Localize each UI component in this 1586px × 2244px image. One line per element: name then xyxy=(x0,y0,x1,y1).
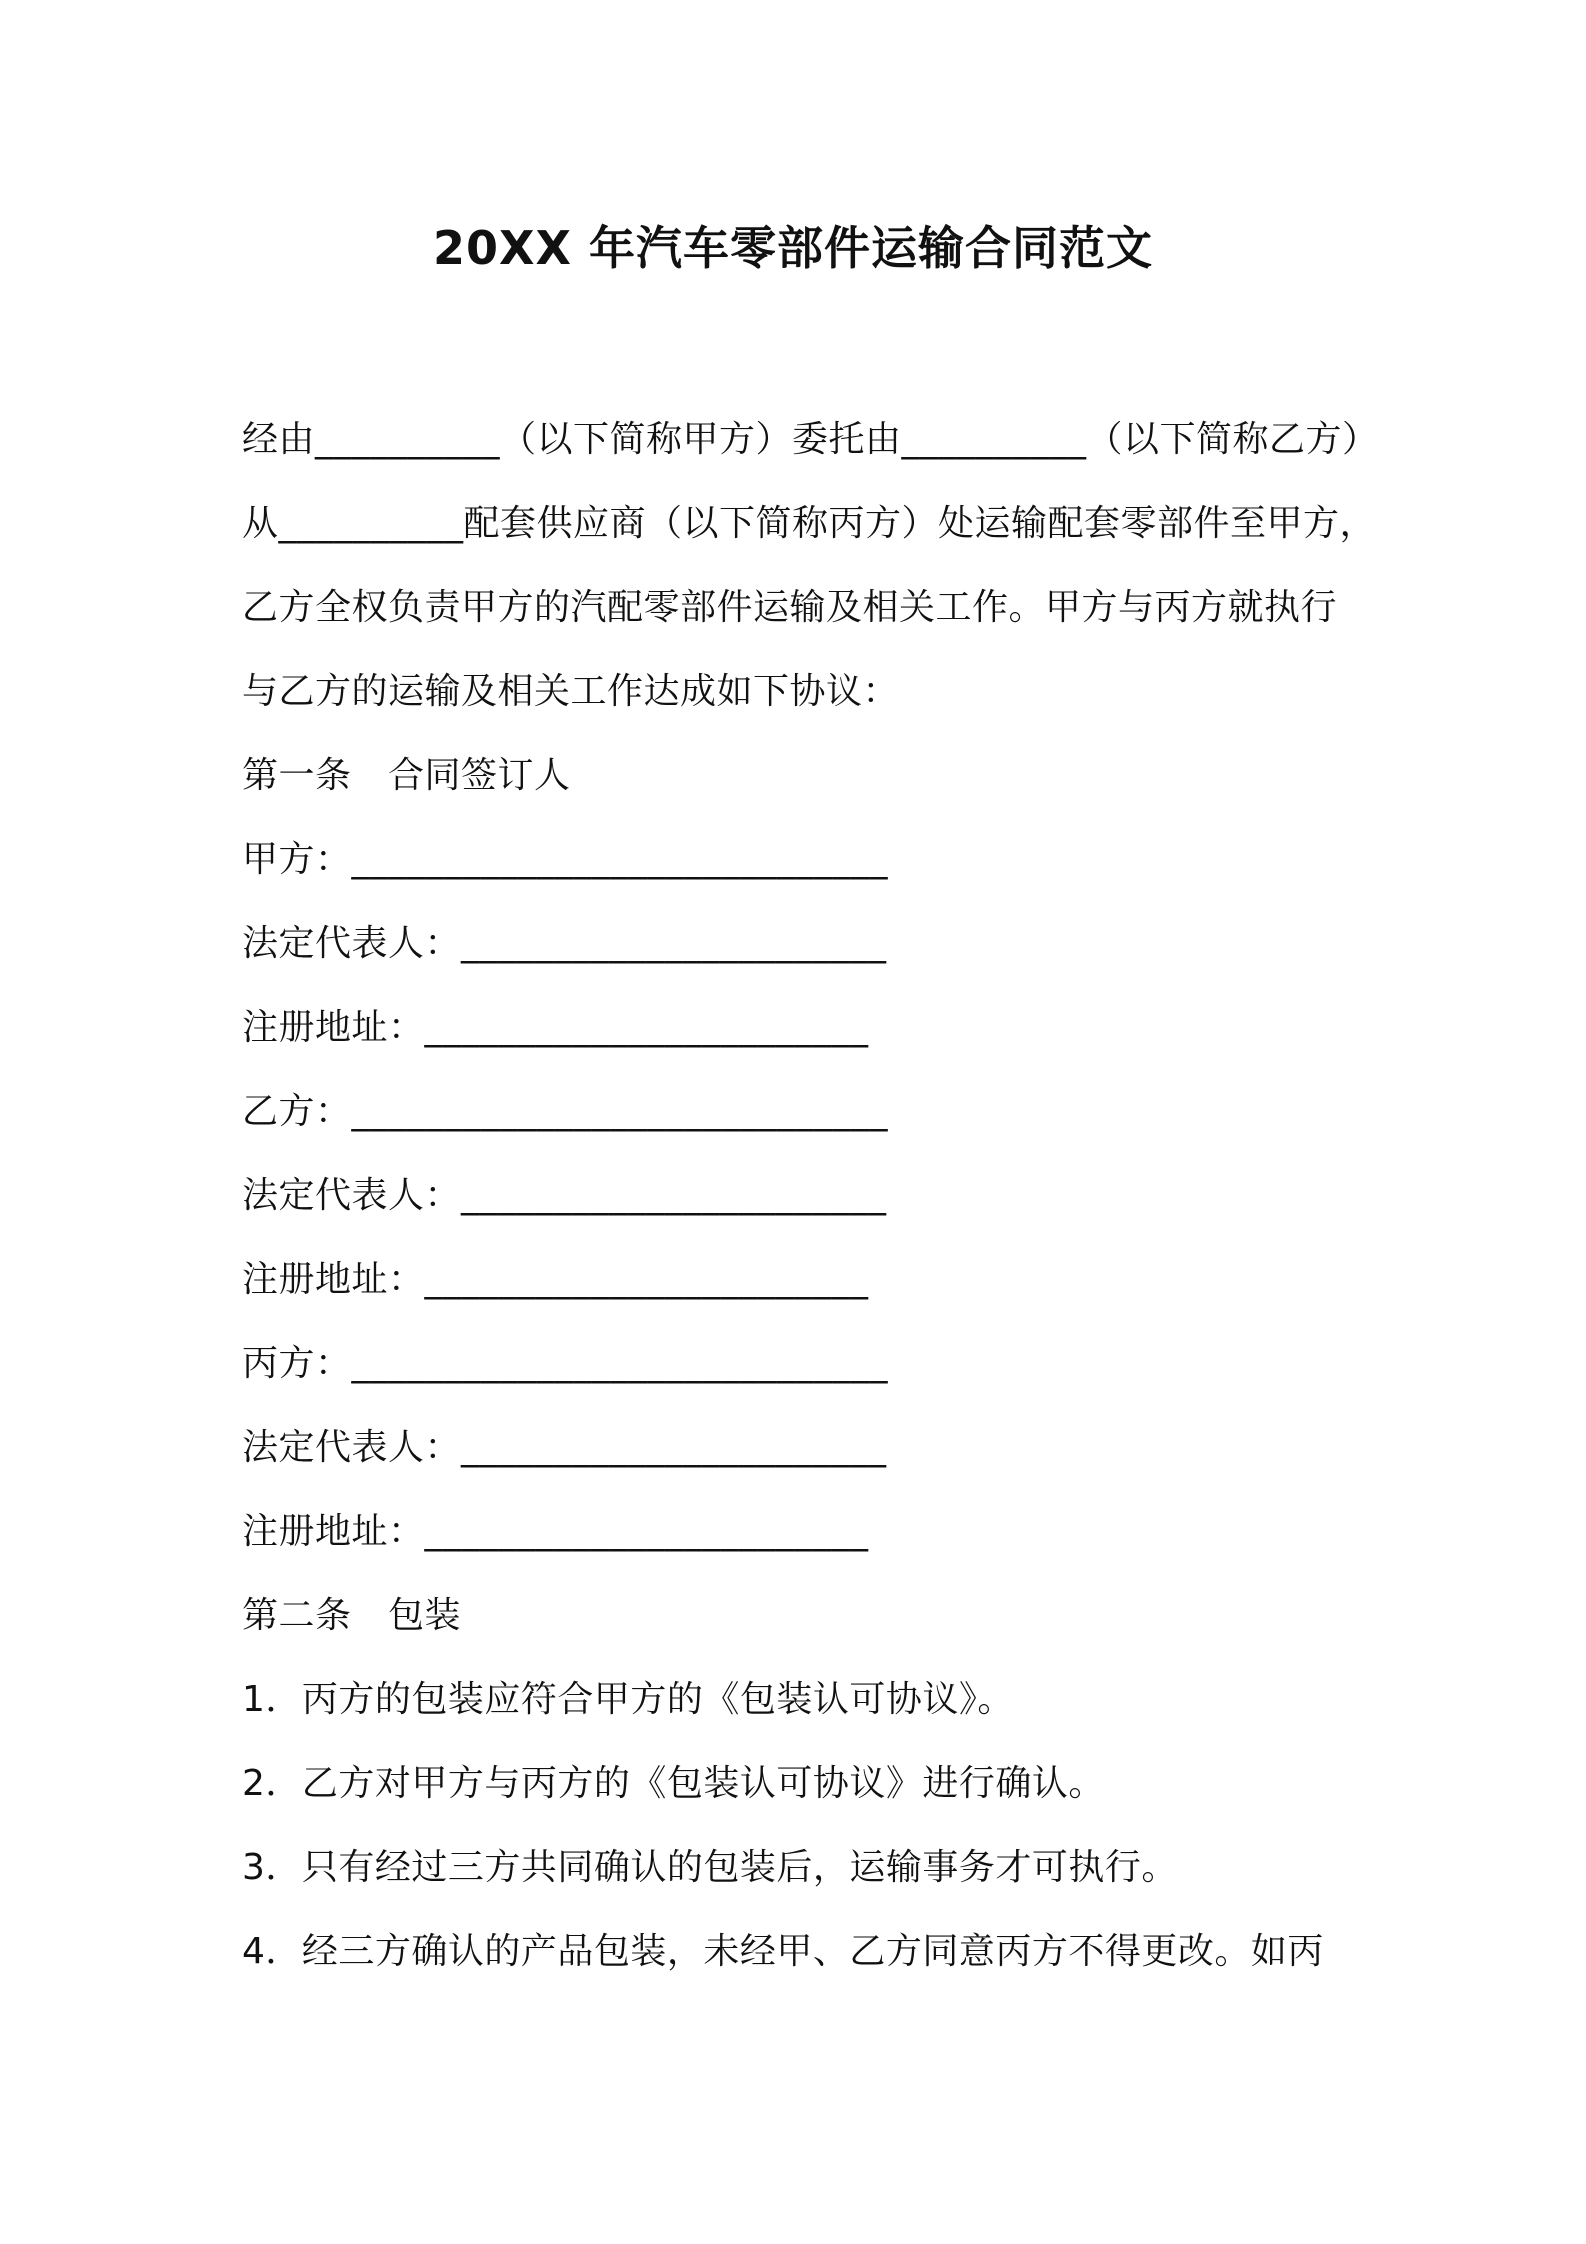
packaging-item-4: 4．经三方确认的产品包装，未经甲、乙方同意丙方不得更改。如丙 xyxy=(242,1931,1324,1972)
intro-line-2: 从__________配套供应商（以下简称丙方）处运输配套零部件至甲方， xyxy=(242,503,1377,544)
document-title: 20XX 年汽车零部件运输合同范文 xyxy=(433,221,1153,275)
intro-line-3: 乙方全权负责甲方的汽配零部件运输及相关工作。甲方与丙方就执行 xyxy=(242,587,1338,628)
party-c-field: 丙方：_____________________________ xyxy=(242,1343,889,1384)
party-b-legal-rep-field: 法定代表人：_______________________ xyxy=(242,1175,887,1216)
packaging-item-2: 2．乙方对甲方与丙方的《包装认可协议》进行确认。 xyxy=(242,1763,1105,1804)
party-c-address-field: 注册地址：________________________ xyxy=(242,1511,869,1552)
article-2-heading: 第二条 包装 xyxy=(242,1595,462,1636)
party-a-field: 甲方：_____________________________ xyxy=(242,839,889,880)
article-1-heading: 第一条 合同签订人 xyxy=(242,755,571,796)
intro-line-1: 经由__________（以下简称甲方）委托由__________（以下简称乙方） xyxy=(242,419,1379,460)
party-b-field: 乙方：_____________________________ xyxy=(242,1091,889,1132)
intro-line-4: 与乙方的运输及相关工作达成如下协议： xyxy=(242,671,900,712)
packaging-item-1: 1．丙方的包装应符合甲方的《包装认可协议》。 xyxy=(242,1679,1014,1720)
document-body xyxy=(242,398,1379,1994)
party-a-address-field: 注册地址：________________________ xyxy=(242,1007,869,1048)
party-a-legal-rep-field: 法定代表人：_______________________ xyxy=(242,923,887,964)
party-c-legal-rep-field: 法定代表人：_______________________ xyxy=(242,1427,887,1468)
party-b-address-field: 注册地址：________________________ xyxy=(242,1259,869,1300)
packaging-item-3: 3．只有经过三方共同确认的包装后，运输事务才可执行。 xyxy=(242,1847,1178,1888)
